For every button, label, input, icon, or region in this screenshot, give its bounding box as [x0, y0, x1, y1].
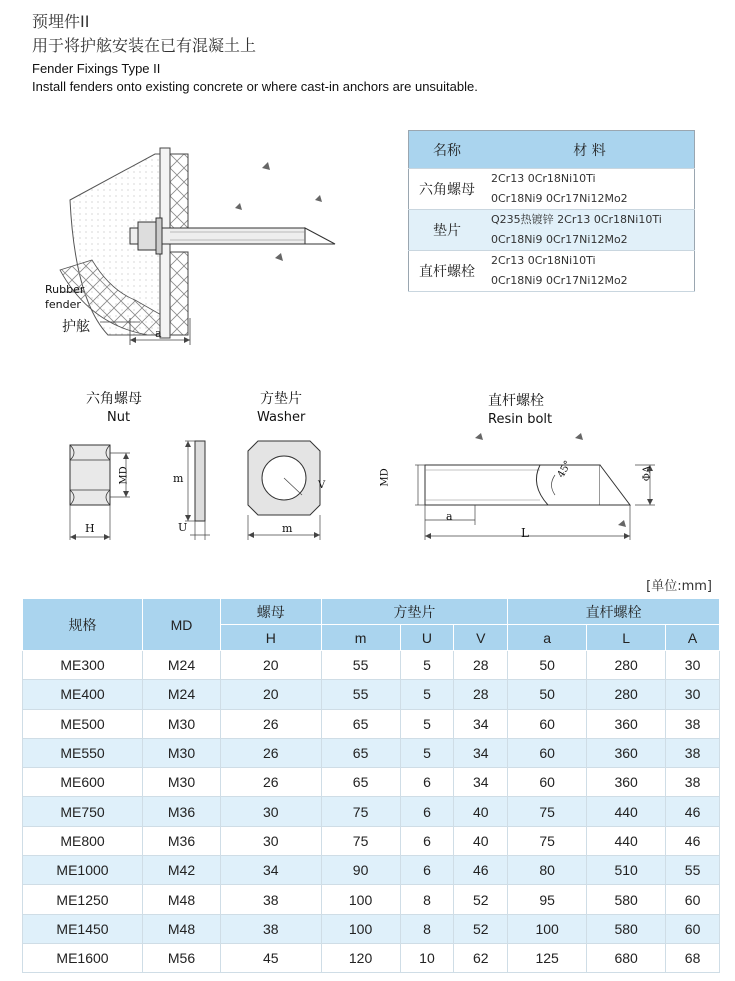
table-cell-spec: ME1250 — [23, 885, 143, 914]
table-cell-l: 440 — [587, 797, 666, 826]
nut-dim-h: H — [85, 522, 95, 535]
bolt-dim-l: L — [521, 526, 529, 540]
table-row — [23, 797, 720, 826]
table-cell-u: 5 — [400, 738, 454, 767]
table-cell-spec: ME1600 — [23, 943, 143, 972]
materials-line: 2Cr13 0Cr18Ni10Ti — [491, 254, 596, 267]
washer-dim-v: V — [318, 480, 326, 491]
table-cell-md: M30 — [143, 738, 221, 767]
materials-header-name: 名称 — [409, 131, 486, 169]
table-cell-spec: ME500 — [23, 709, 143, 738]
table-cell-a: 100 — [508, 914, 587, 943]
spec-subheader: V — [454, 625, 508, 651]
materials-header-material: 材 料 — [485, 131, 695, 169]
materials-row-material — [485, 169, 695, 210]
table-cell-a: 60 — [508, 709, 587, 738]
spec-subheader: A — [666, 625, 720, 651]
table-cell-a-dia: 38 — [666, 738, 720, 767]
table-cell-v: 34 — [454, 768, 508, 797]
table-cell-h: 30 — [221, 826, 322, 855]
table-cell-md: M30 — [143, 768, 221, 797]
table-cell-u: 5 — [400, 651, 454, 680]
table-cell-h: 30 — [221, 797, 322, 826]
spec-subheader: L — [587, 625, 666, 651]
page-title-cn: 预埋件II — [32, 12, 90, 31]
table-row — [23, 709, 720, 738]
table-cell-l: 280 — [587, 651, 666, 680]
table-cell-m: 90 — [321, 856, 400, 885]
table-cell-m: 75 — [321, 826, 400, 855]
page-subtitle-en: Install fenders onto existing concrete or where cast-in anchors are unsuitable. — [32, 79, 478, 94]
table-cell-spec: ME600 — [23, 768, 143, 797]
table-cell-spec: ME1450 — [23, 914, 143, 943]
washer-dim-m-side: m — [173, 472, 184, 485]
table-cell-a-dia: 60 — [666, 914, 720, 943]
table-cell-h: 34 — [221, 856, 322, 885]
table-cell-m: 75 — [321, 797, 400, 826]
unit-label: [单位:mm] — [646, 579, 712, 594]
table-cell-spec: ME300 — [23, 651, 143, 680]
bolt-dim-md: MD — [379, 468, 391, 487]
table-cell-h: 20 — [221, 680, 322, 709]
materials-line: 0Cr18Ni9 0Cr17Ni12Mo2 — [491, 274, 628, 287]
table-cell-l: 680 — [587, 943, 666, 972]
table-cell-u: 8 — [400, 914, 454, 943]
table-cell-h: 38 — [221, 914, 322, 943]
table-cell-md: M30 — [143, 709, 221, 738]
spec-header-washer: 方垫片 — [321, 599, 508, 625]
washer-label-en: Washer — [257, 410, 306, 425]
nut-drawing — [60, 435, 140, 545]
table-cell-a-dia: 55 — [666, 856, 720, 885]
table-cell-a-dia: 68 — [666, 943, 720, 972]
bolt-label-cn: 直杆螺栓 — [488, 393, 544, 409]
spec-header-md: MD — [143, 599, 221, 651]
table-cell-a: 50 — [508, 680, 587, 709]
table-cell-l: 280 — [587, 680, 666, 709]
table-cell-a: 50 — [508, 651, 587, 680]
washer-label-cn: 方垫片 — [260, 391, 302, 407]
table-cell-a-dia: 30 — [666, 680, 720, 709]
page-subtitle-cn: 用于将护舷安装在已有混凝土上 — [32, 36, 257, 55]
table-cell-m: 55 — [321, 680, 400, 709]
table-row — [23, 914, 720, 943]
table-cell-a-dia: 60 — [666, 885, 720, 914]
washer-dim-u: U — [178, 521, 188, 534]
spec-subheader: H — [221, 625, 322, 651]
assembly-dim-a: a — [155, 327, 162, 340]
materials-row-name: 直杆螺栓 — [409, 251, 486, 292]
table-cell-md: M48 — [143, 914, 221, 943]
table-cell-a-dia: 38 — [666, 709, 720, 738]
table-cell-v: 28 — [454, 680, 508, 709]
spec-header-nut: 螺母 — [221, 599, 322, 625]
table-cell-a-dia: 38 — [666, 768, 720, 797]
table-cell-m: 100 — [321, 914, 400, 943]
table-cell-spec: ME750 — [23, 797, 143, 826]
materials-line: Q235热镀锌 2Cr13 0Cr18Ni10Ti — [491, 213, 662, 226]
page-title-en: Fender Fixings Type II — [32, 61, 161, 76]
table-cell-md: M36 — [143, 797, 221, 826]
table-cell-m: 100 — [321, 885, 400, 914]
table-cell-u: 8 — [400, 885, 454, 914]
materials-line: 0Cr18Ni9 0Cr17Ni12Mo2 — [491, 233, 628, 246]
bolt-label-en: Resin bolt — [488, 412, 553, 427]
table-cell-v: 34 — [454, 709, 508, 738]
table-cell-v: 40 — [454, 797, 508, 826]
rubber-fender-label-1: Rubber — [45, 283, 85, 296]
materials-row-material — [485, 210, 695, 251]
table-cell-a: 75 — [508, 826, 587, 855]
table-cell-v: 46 — [454, 856, 508, 885]
table-cell-v: 52 — [454, 914, 508, 943]
nut-label-en: Nut — [107, 410, 131, 425]
rubber-fender-label-2: fender — [45, 298, 81, 311]
table-cell-h: 26 — [221, 709, 322, 738]
table-cell-h: 45 — [221, 943, 322, 972]
table-cell-md: M42 — [143, 856, 221, 885]
table-cell-u: 6 — [400, 768, 454, 797]
table-cell-a: 95 — [508, 885, 587, 914]
table-cell-u: 5 — [400, 680, 454, 709]
table-cell-l: 510 — [587, 856, 666, 885]
spec-subheader: U — [400, 625, 454, 651]
nut-label-cn: 六角螺母 — [86, 391, 142, 407]
table-cell-md: M56 — [143, 943, 221, 972]
spec-header-spec: 规格 — [23, 599, 143, 651]
table-cell-l: 360 — [587, 738, 666, 767]
bolt-dim-angle: 45° — [555, 459, 575, 480]
nut-dim-md: MD — [118, 466, 130, 485]
table-cell-l: 360 — [587, 768, 666, 797]
table-cell-a-dia: 46 — [666, 826, 720, 855]
table-cell-a-dia: 30 — [666, 651, 720, 680]
table-cell-l: 580 — [587, 914, 666, 943]
table-cell-md: M24 — [143, 680, 221, 709]
table-row — [23, 856, 720, 885]
table-cell-a-dia: 46 — [666, 797, 720, 826]
table-cell-v: 52 — [454, 885, 508, 914]
materials-line: 0Cr18Ni9 0Cr17Ni12Mo2 — [491, 192, 628, 205]
table-cell-a: 75 — [508, 797, 587, 826]
table-cell-md: M36 — [143, 826, 221, 855]
table-cell-u: 5 — [400, 709, 454, 738]
table-cell-a: 125 — [508, 943, 587, 972]
table-cell-m: 120 — [321, 943, 400, 972]
table-cell-u: 6 — [400, 856, 454, 885]
materials-table — [408, 130, 695, 292]
spec-subheader: a — [508, 625, 587, 651]
table-cell-spec: ME1000 — [23, 856, 143, 885]
table-cell-spec: ME800 — [23, 826, 143, 855]
table-row — [23, 768, 720, 797]
table-cell-m: 55 — [321, 651, 400, 680]
table-cell-m: 65 — [321, 709, 400, 738]
table-cell-a: 80 — [508, 856, 587, 885]
table-row — [23, 943, 720, 972]
fender-cn-label: 护舷 — [62, 319, 90, 335]
table-cell-l: 580 — [587, 885, 666, 914]
table-row — [23, 651, 720, 680]
table-cell-h: 20 — [221, 651, 322, 680]
materials-line: 2Cr13 0Cr18Ni10Ti — [491, 172, 596, 185]
table-cell-m: 65 — [321, 768, 400, 797]
table-cell-a: 60 — [508, 768, 587, 797]
table-cell-md: M24 — [143, 651, 221, 680]
table-row — [23, 826, 720, 855]
table-cell-md: M48 — [143, 885, 221, 914]
washer-dim-m: m — [282, 522, 293, 535]
table-cell-m: 65 — [321, 738, 400, 767]
table-cell-v: 40 — [454, 826, 508, 855]
table-cell-spec: ME550 — [23, 738, 143, 767]
spec-header-bolt: 直杆螺栓 — [508, 599, 720, 625]
table-cell-l: 440 — [587, 826, 666, 855]
spec-table — [22, 598, 720, 973]
bolt-dim-phi-a: ΦA — [642, 465, 654, 482]
table-row — [23, 680, 720, 709]
table-cell-u: 6 — [400, 826, 454, 855]
table-cell-spec: ME400 — [23, 680, 143, 709]
table-cell-h: 38 — [221, 885, 322, 914]
table-cell-u: 10 — [400, 943, 454, 972]
materials-row-name: 垫片 — [409, 210, 486, 251]
table-cell-h: 26 — [221, 738, 322, 767]
table-cell-h: 26 — [221, 768, 322, 797]
table-cell-v: 62 — [454, 943, 508, 972]
table-cell-l: 360 — [587, 709, 666, 738]
materials-row-material — [485, 251, 695, 292]
table-row — [23, 885, 720, 914]
table-row — [23, 738, 720, 767]
bolt-dim-a: a — [446, 510, 453, 523]
materials-row-name: 六角螺母 — [409, 169, 486, 210]
table-cell-u: 6 — [400, 797, 454, 826]
table-cell-v: 28 — [454, 651, 508, 680]
table-cell-v: 34 — [454, 738, 508, 767]
table-cell-a: 60 — [508, 738, 587, 767]
spec-subheader: m — [321, 625, 400, 651]
